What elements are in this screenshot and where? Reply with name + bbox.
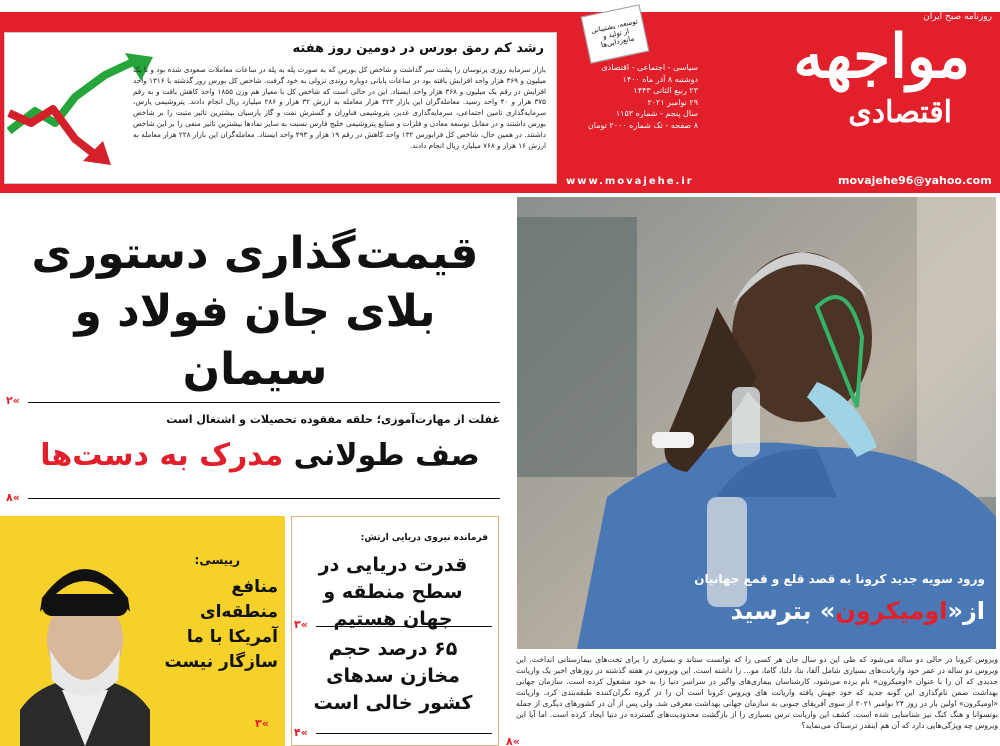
portrait-image	[0, 540, 170, 746]
omicron-headline-post: » بترسید	[730, 597, 836, 625]
newspaper-logo-sub: اقتصادی	[848, 95, 952, 130]
divider	[28, 402, 500, 403]
navy-headline[interactable]: قدرت دریایی در سطح منطقه و جهان هستیم	[318, 554, 468, 630]
divider	[28, 498, 500, 499]
raisi-kicker: رییسی:	[194, 553, 240, 567]
bourse-headline: رشد کم رمق بورس در دومین روز هفته	[292, 41, 544, 56]
main-headline[interactable]	[10, 225, 500, 399]
main-headline-line2: بلای جان فولاد و سیمان	[74, 286, 436, 395]
page-ref: ۴«	[294, 726, 308, 739]
omicron-headline-red: اومیکرون	[835, 597, 948, 625]
info-line: ۲۹ نوامبر ۲۰۲۱	[647, 97, 698, 107]
info-line: سیاسی - اجتماعی - اقتصادی	[601, 63, 698, 72]
story2-headline-black: صف طولانی	[293, 438, 480, 473]
bourse-news-box	[4, 32, 557, 184]
info-line: ۸ صفحه - تک شماره ۲۰۰۰ تومان	[587, 120, 698, 130]
daily-label: روزنامه صبح ایران	[923, 12, 992, 22]
page-ref: ۸«	[506, 735, 520, 746]
story2-headline-red: مدرک به دست‌ها	[40, 438, 284, 473]
page-ref: ۲«	[6, 394, 20, 407]
info-line: دوشنبه ۸ آذر ماه ۱۴۰۰	[622, 74, 698, 84]
main-headline-line1: قیمت‌گذاری دستوری	[31, 228, 479, 279]
bourse-body-text: بازار سرمایه روزی پرنوسان را پشت سر گذاشت و شاخص کل بورس که به صورت پله به پله در ساعات معاملات صعودی شده بود و تا یک میلیون و ۳۶۹ هزار واحد افزایش یافته بود در ساعات پایانی دوباره روندی نزولی به خود گرفت. شاخص کل بورس روز گذشته با ۱۳۱۶ واحد افزایش در رقم یک میلیون و ۳۶۸ هزار واحد ایستاد. این در حالی است که شاخص کل با معیار هم وزن ۱۸۵۵ واحد کاهش یافت و به رقم ۳۷۵ هزار و ۴۰ واحد رسید. معامله‌گران این بازار ۴۲۳ هزار معامله به ارزش ۳۲ هزار و ۲۸۶ میلیارد ریال انجام دادند. پتروشیمی پارس، سرمایه‌گذاری تامین اجتماعی، سرمایه‌گذاری غدیر، پتروشیمی فناوران و گسترش نفت و گاز پارسیان بیشترین تاثیر مثبت را بر شاخص بورس داشتند و در مقابل توسعه معادن و فلزات و صنایع پتروشیمی خلیج فارس نسبت به سایر نمادها بیشترین تاثیر منفی را بر این شاخص داشتند. در همین حال، شاخص کل فرابورس ۱۳۲ واحد کاهش در رقم ۱۹ هزار و ۴۹۳ واحد ایستاد. معامله‌گران این بازار ۲۲۸ هزار معامله به ارزش ۱۶ هزار و ۷۶۸ میلیارد ریال انجام دادند.	[133, 65, 546, 150]
omicron-body-text: ویروس کرونا در حالی دو ساله می‌شود که طی این دو سال جان هر کسی را که توانست ستاند و بسیاری را برای تخت‌های بیمارستانی انداخت. این ویروس دو ساله در عمر خود واریانت‌های بسیاری شامل آلفا، بتا، دلتا، گاما، مو... را داشته است. این ویروس در هفته گذشته در روزهای اخیر یک واریانت جدیدی که آن را با عنوان «اومیکرون» نام برده می‌شود، کارشناسان بیماری‌های واگیر در سراسر دنیا را به خود مشغول کرده است. سازمان جهانی بهداشت ضمن نام‌گذاری این گونه جدید که خود جهش یافته واریانت های ویروس کرونا است آن را در گروه نگران‌کننده طبقه‌بندی کرد. واریانت «اومیکرون» اولین بار در روز ۲۴ نوامبر ۲۰۲۱ از سوی آفریقای جنوبی به سازمان جهانی بهداشت معرفی شد. ولی پس از آن در کشورهای دیگری از جمله بوتسوانا و هنگ کنگ نیز شناسایی شده است. کشف این واریانت ترس بسیاری را از بازگشت محدودیت‌های گسترده در دنیا ایجاد کرده است. اما آیا این ویروس چه ویژگی‌هایی دارد که آن هم اینقدر ترسناک می‌نماید؟	[516, 655, 998, 730]
note-card-text: توسعه، پشتیبانی از تولید و مانع‌زدایی‌ها	[590, 17, 639, 50]
info-line: ۲۳ ربیع الثانی ۱۴۴۳	[633, 86, 698, 95]
divider	[316, 733, 492, 734]
page-ref: ۸«	[6, 491, 20, 504]
omicron-kicker: ورود سویه جدید کرونا به قصد قلع و قمع جهانیان	[694, 572, 985, 586]
navy-kicker: فرمانده نیروی دریایی ارتش:	[360, 533, 488, 543]
story2-kicker: غفلت از مهارت‌آموزی؛ حلقه مفقوده تحصیلات و اشتغال است	[166, 413, 500, 426]
divider	[316, 626, 492, 627]
raisi-quote[interactable]: منافع منطقه‌ای آمریکا با ما سازگار نیست	[164, 577, 278, 672]
page-ref: ۳«	[294, 618, 308, 631]
dams-headline[interactable]: ۶۵ درصد حجم مخازن سدهای کشور خالی است	[313, 638, 473, 714]
story2-headline[interactable]	[20, 438, 500, 473]
omicron-headline-pre: از«	[947, 597, 985, 625]
newspaper-logo: مواجهه	[793, 22, 970, 92]
email-link[interactable]: movajehe96@yahoo.com	[838, 174, 992, 187]
issue-info	[568, 62, 698, 131]
website-link[interactable]: www.movajehe.ir	[566, 176, 694, 187]
info-line: سال پنجم - شماره ۱۱۵۳	[615, 109, 698, 118]
omicron-headline[interactable]	[530, 597, 985, 625]
page-ref: ۳«	[255, 717, 269, 730]
